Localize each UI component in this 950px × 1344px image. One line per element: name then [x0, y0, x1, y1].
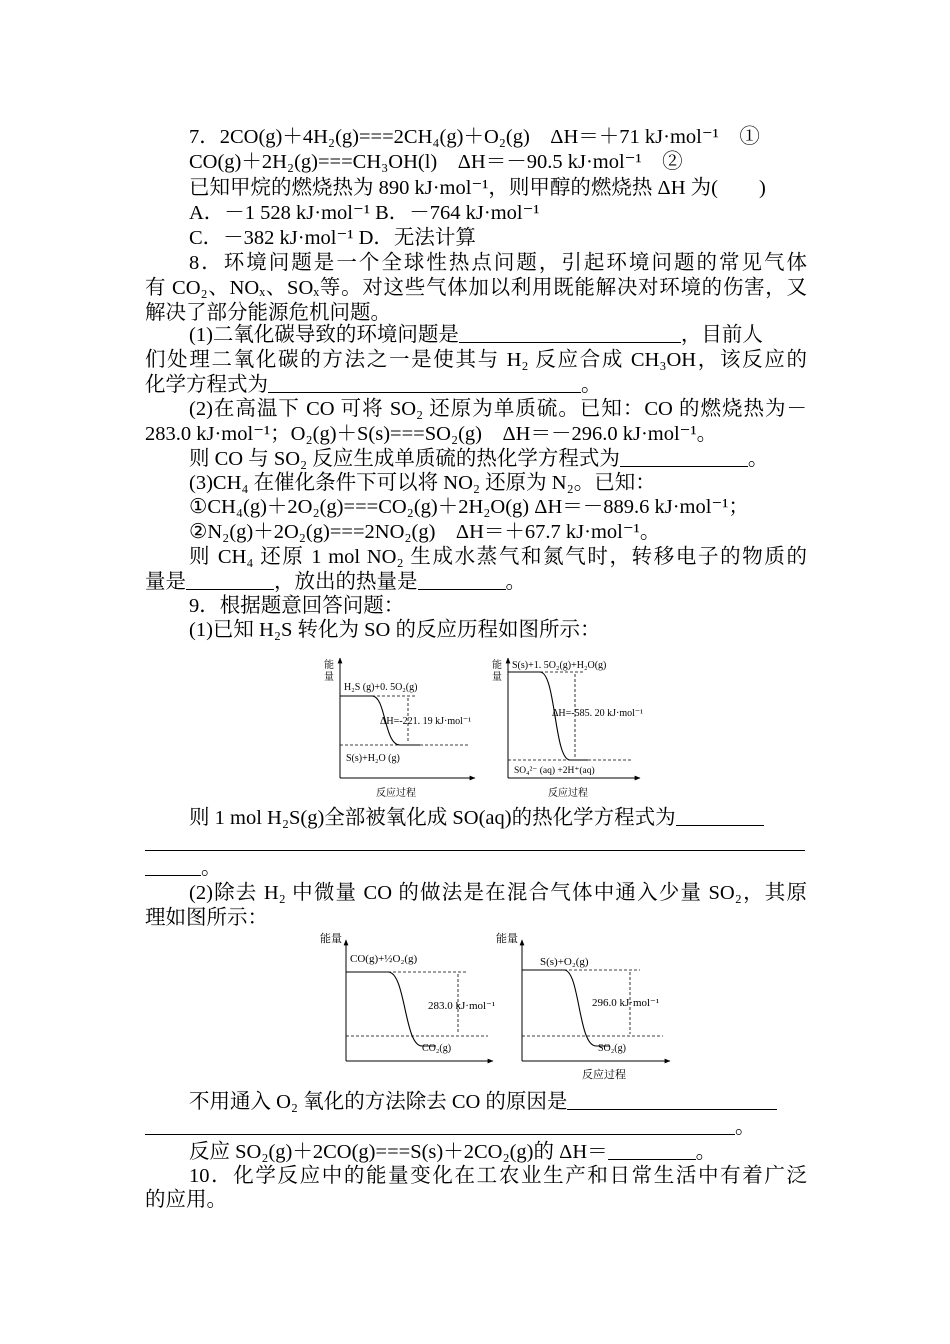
q8-part1-line-1	[189, 322, 807, 348]
fig1-right-y-label-1: 能	[492, 660, 502, 671]
figure-2-svg	[318, 928, 678, 1083]
fig2-right-reactant: S(s)+O₂(g)	[540, 956, 589, 968]
fig2-right-dh: 296.0 kJ·mol⁻¹	[592, 997, 660, 1009]
fig1-right-reactant: S(s)+1. 5O₂(g)+H₂O(g)	[512, 660, 607, 671]
figure-h2s-reaction-path	[320, 650, 670, 800]
q8-part2-line-3	[189, 446, 807, 472]
fig1-right-y-label-2: 量	[492, 672, 502, 683]
q7-option-a[interactable]: A．－1 528 kJ·mol⁻¹	[189, 202, 370, 224]
q8-part3-line-4: 则 CH₄ 还原 1 mol NO₂ 生成水蒸气和氮气时，转移电子的物质的	[189, 546, 807, 568]
fig1-left-product: S(s)+H₂O (g)	[346, 753, 400, 764]
q9-part2-dh-end: 。	[695, 1141, 717, 1163]
q8-part1-blank-2[interactable]	[268, 374, 581, 393]
q8-part3-blank-1[interactable]	[186, 571, 274, 590]
q10-line-1: 10．化学反应中的能量变化在工农业生产和日常生活中有着广泛	[189, 1165, 807, 1187]
q9-part2-line-2: 理如图所示：	[145, 907, 268, 929]
q7-option-c[interactable]: C．－382 kJ·mol⁻¹	[189, 227, 354, 249]
q9-part2-ask-text: 不用通入 O₂ 氧化的方法除去 CO 的原因是	[189, 1091, 568, 1113]
q9-part2-end-text: 。	[735, 1116, 756, 1138]
q8-part2-line-1: (2)在高温下 CO 可将 SO₂ 还原为单质硫。已知：CO 的燃烧热为－	[189, 398, 807, 420]
q8-part3-line-1: (3)CH₄ 在催化条件下可以将 NO₂ 还原为 N₂。已知：	[189, 472, 656, 494]
q8-part3-text-a: 量是	[145, 571, 186, 593]
q8-part2-line-2: 283.0 kJ·mol⁻¹；O₂(g)＋S(s)===SO₂(g) ΔH＝－296.0 kJ·mol⁻¹。	[145, 423, 718, 445]
q8-part1-line-3	[145, 372, 807, 398]
q9-part1-blank-a[interactable]	[676, 807, 764, 826]
q8-part1-text-b: ，目前人	[680, 324, 763, 346]
fig2-left-curve	[346, 972, 436, 1046]
q8-part1-blank-1[interactable]	[459, 324, 681, 343]
q8-part3-text-b: ，放出的热量是	[274, 571, 418, 593]
q9-part1-ask-text: 则 1 mol H₂S(g)全部被氧化成 SO(aq)的热化学方程式为	[189, 807, 676, 829]
q7-options-ab	[189, 200, 807, 226]
q9-part1-end	[145, 855, 807, 881]
q8-stem-line-3: 解决了部分能源危机问题。	[145, 302, 391, 324]
fig2-left-product: CO₂(g)	[422, 1043, 452, 1054]
fig1-left-x-label: 反应过程	[376, 788, 416, 799]
q9-part2-ask	[189, 1089, 807, 1115]
q8-part1-text-c: 化学方程式为	[145, 374, 268, 396]
q8-stem-line-2: 有 CO₂、NOₓ、SOₓ等。对这些气体加以利用既能解决对环境的伤害，又	[145, 277, 807, 299]
q9-part2-dh-line	[189, 1139, 807, 1165]
q9-part2-blank-a[interactable]	[567, 1091, 777, 1110]
q9-part1-ask	[189, 805, 807, 831]
fig2-right-y-label: 能量	[496, 933, 518, 945]
fig1-y-label-2: 量	[324, 672, 334, 683]
q7-eq1-text: 2CO(g)＋4H₂(g)===2CH₄(g)＋O₂(g) ΔH＝＋71 kJ·mol⁻¹ ①	[219, 126, 760, 148]
q8-part1-text-a: (1)二氧化碳导致的环境问题是	[189, 324, 459, 346]
fig2-x-label: 反应过程	[582, 1069, 626, 1081]
q8-part3-blank-2[interactable]	[418, 571, 506, 590]
fig2-left-dh: 283.0 kJ·mol⁻¹	[428, 1000, 496, 1012]
fig2-right-product: SO₂(g)	[598, 1043, 626, 1054]
q7-equation-1	[189, 124, 807, 150]
q9-title: 9．根据题意回答问题：	[189, 595, 405, 617]
q8-part3-text-c: 。	[505, 571, 526, 593]
figure-1-svg	[320, 650, 670, 800]
fig1-left-reactant: H₂S (g)+0. 5O₂(g)	[344, 682, 418, 693]
fig2-left-reactant: CO(g)+½O₂(g)	[350, 953, 418, 965]
q7-number: 7．	[189, 126, 220, 148]
q8-part1-line-2: 们处理二氧化碳的方法之一是使其与 H₂ 反应合成 CH₃OH，该反应的	[145, 349, 807, 371]
q7-equation-2: CO(g)＋2H₂(g)===CH₃OH(l) ΔH＝－90.5 kJ·mol⁻¹ ②	[189, 151, 683, 173]
q8-part3-line-5	[145, 569, 807, 595]
q7-option-d[interactable]: D．无法计算	[358, 227, 476, 249]
q9-part1-end-text: 。	[201, 857, 222, 879]
q9-part1-stem: (1)已知 H₂S 转化为 SO 的反应历程如图所示：	[189, 619, 601, 641]
q8-part3-line-2: ①CH₄(g)＋2O₂(g)===CO₂(g)＋2H₂O(g) ΔH＝－889.6 kJ·mol⁻¹；	[189, 496, 749, 518]
q9-part2-dh-text: 反应 SO₂(g)＋2CO(g)===S(s)＋2CO₂(g)的 ΔH＝	[189, 1141, 608, 1163]
q9-part2-blank-b[interactable]	[145, 1116, 735, 1135]
q8-part2-text-a: 则 CO 与 SO₂ 反应生成单质硫的热化学方程式为	[189, 448, 620, 470]
q9-part2-line-1: (2)除去 H₂ 中微量 CO 的做法是在混合气体中通入少量 SO₂，其原	[189, 882, 807, 904]
q8-part3-line-3: ②N₂(g)＋2O₂(g)===2NO₂(g) ΔH＝＋67.7 kJ·mol⁻¹。	[189, 521, 661, 543]
q9-part2-blank-line	[145, 1114, 807, 1140]
fig1-right-x-label: 反应过程	[548, 788, 588, 799]
q7-stem: 已知甲烷的燃烧热为 890 kJ·mol⁻¹，则甲醇的燃烧热 ΔH 为( )	[189, 177, 766, 199]
q9-part1-blank-b[interactable]	[145, 832, 805, 851]
figure-co-so2-energy	[318, 928, 678, 1083]
fig1-y-label-1: 能	[324, 660, 334, 671]
q8-part1-text-d: 。	[581, 374, 602, 396]
q8-part2-blank[interactable]	[620, 448, 748, 467]
q7-options-cd	[189, 225, 807, 251]
fig1-right-product: SO₄²⁻ (aq) +2H⁺(aq)	[514, 766, 595, 776]
q10-line-2: 的应用。	[145, 1189, 227, 1211]
q9-part1-blank-c[interactable]	[145, 857, 201, 876]
fig1-left-dh: ΔH=-221. 19 kJ·mol⁻¹	[380, 716, 472, 727]
fig1-right-dh: ΔH=-585. 20 kJ·mol⁻¹	[552, 708, 644, 719]
fig2-left-y-label: 能量	[320, 933, 342, 945]
q8-part2-text-b: 。	[747, 448, 769, 470]
q9-part1-blank-line	[145, 830, 807, 856]
q9-part2-blank-c[interactable]	[608, 1141, 696, 1160]
q7-option-b[interactable]: B．－764 kJ·mol⁻¹	[375, 202, 540, 224]
q8-stem-line-1: 8．环境问题是一个全球性热点问题，引起环境问题的常见气体	[189, 252, 807, 274]
